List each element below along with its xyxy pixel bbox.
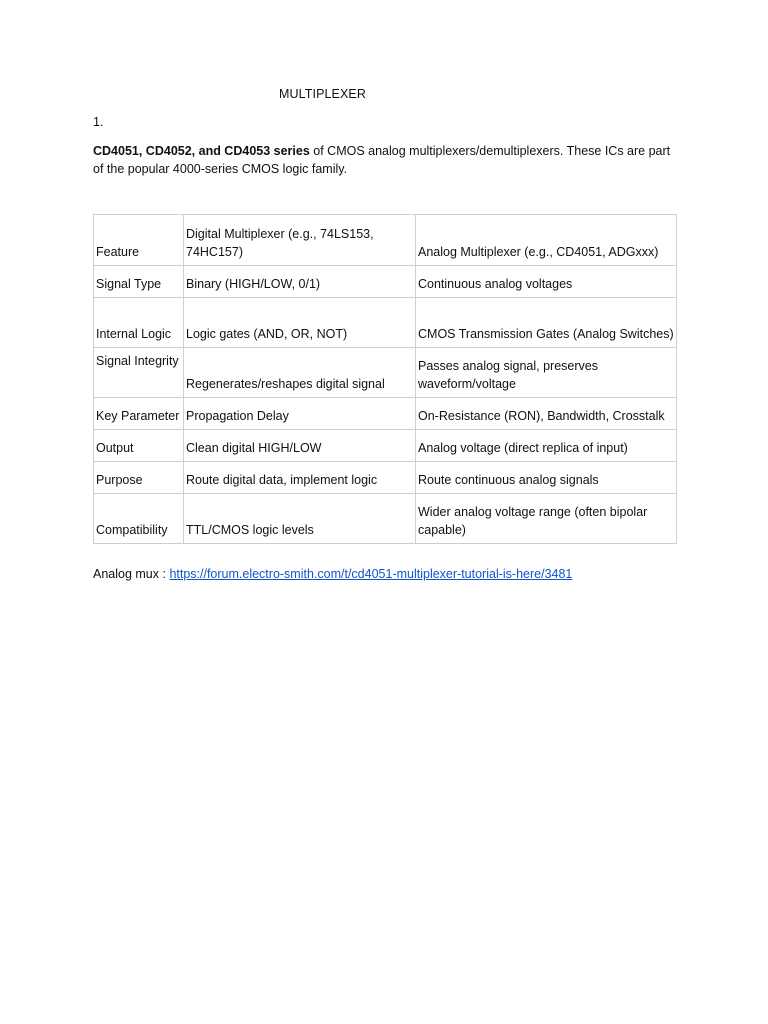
table-cell: Compatibility	[94, 494, 184, 544]
table-cell: Key Parameter	[94, 398, 184, 430]
table-cell: Analog voltage (direct replica of input)	[416, 430, 677, 462]
table-cell: Passes analog signal, preserves waveform/voltage	[416, 348, 677, 398]
table-cell: Route digital data, implement logic	[184, 462, 416, 494]
table-row	[94, 398, 677, 430]
table-cell: Clean digital HIGH/LOW	[184, 430, 416, 462]
table-cell: Route continuous analog signals	[416, 462, 677, 494]
table-cell: Continuous analog voltages	[416, 266, 677, 298]
table-cell: Purpose	[94, 462, 184, 494]
table-header-cell: Feature	[94, 215, 184, 266]
comparison-table	[93, 214, 677, 544]
table-cell: On-Resistance (RON), Bandwidth, Crosstalk	[416, 398, 677, 430]
table-row	[94, 348, 677, 398]
intro-bold-text: CD4051, CD4052, and CD4053 series	[93, 144, 310, 158]
table-cell: Binary (HIGH/LOW, 0/1)	[184, 266, 416, 298]
table-cell: CMOS Transmission Gates (Analog Switches)	[416, 298, 677, 348]
reference-link[interactable]: https://forum.electro-smith.com/t/cd4051-multiplexer-tutorial-is-here/3481	[169, 567, 573, 581]
table-header-cell: Digital Multiplexer (e.g., 74LS153, 74HC157)	[184, 215, 416, 266]
table-cell: TTL/CMOS logic levels	[184, 494, 416, 544]
table-cell: Output	[94, 430, 184, 462]
intro-paragraph	[93, 142, 683, 178]
table-cell: Regenerates/reshapes digital signal	[184, 348, 416, 398]
table-row	[94, 298, 677, 348]
table-row	[94, 494, 677, 544]
table-cell: Signal Integrity	[94, 348, 184, 398]
table-row	[94, 462, 677, 494]
table-row	[94, 266, 677, 298]
reference-label: Analog mux :	[93, 567, 170, 581]
table-cell: Logic gates (AND, OR, NOT)	[184, 298, 416, 348]
intro-text: of CMOS analog multiplexers/demultiplexers. These ICs are part of the popular 4000-series CMOS logic family.	[93, 144, 671, 176]
analog-mux-reference	[93, 567, 572, 581]
table-header-cell: Analog Multiplexer (e.g., CD4051, ADGxxx)	[416, 215, 677, 266]
table-cell: Wider analog voltage range (often bipolar capable)	[416, 494, 677, 544]
table-header-row	[94, 215, 677, 266]
table-row	[94, 430, 677, 462]
document-title: MULTIPLEXER	[279, 87, 367, 101]
table-cell: Propagation Delay	[184, 398, 416, 430]
table-cell: Internal Logic	[94, 298, 184, 348]
list-number: 1.	[93, 115, 104, 129]
table-cell: Signal Type	[94, 266, 184, 298]
